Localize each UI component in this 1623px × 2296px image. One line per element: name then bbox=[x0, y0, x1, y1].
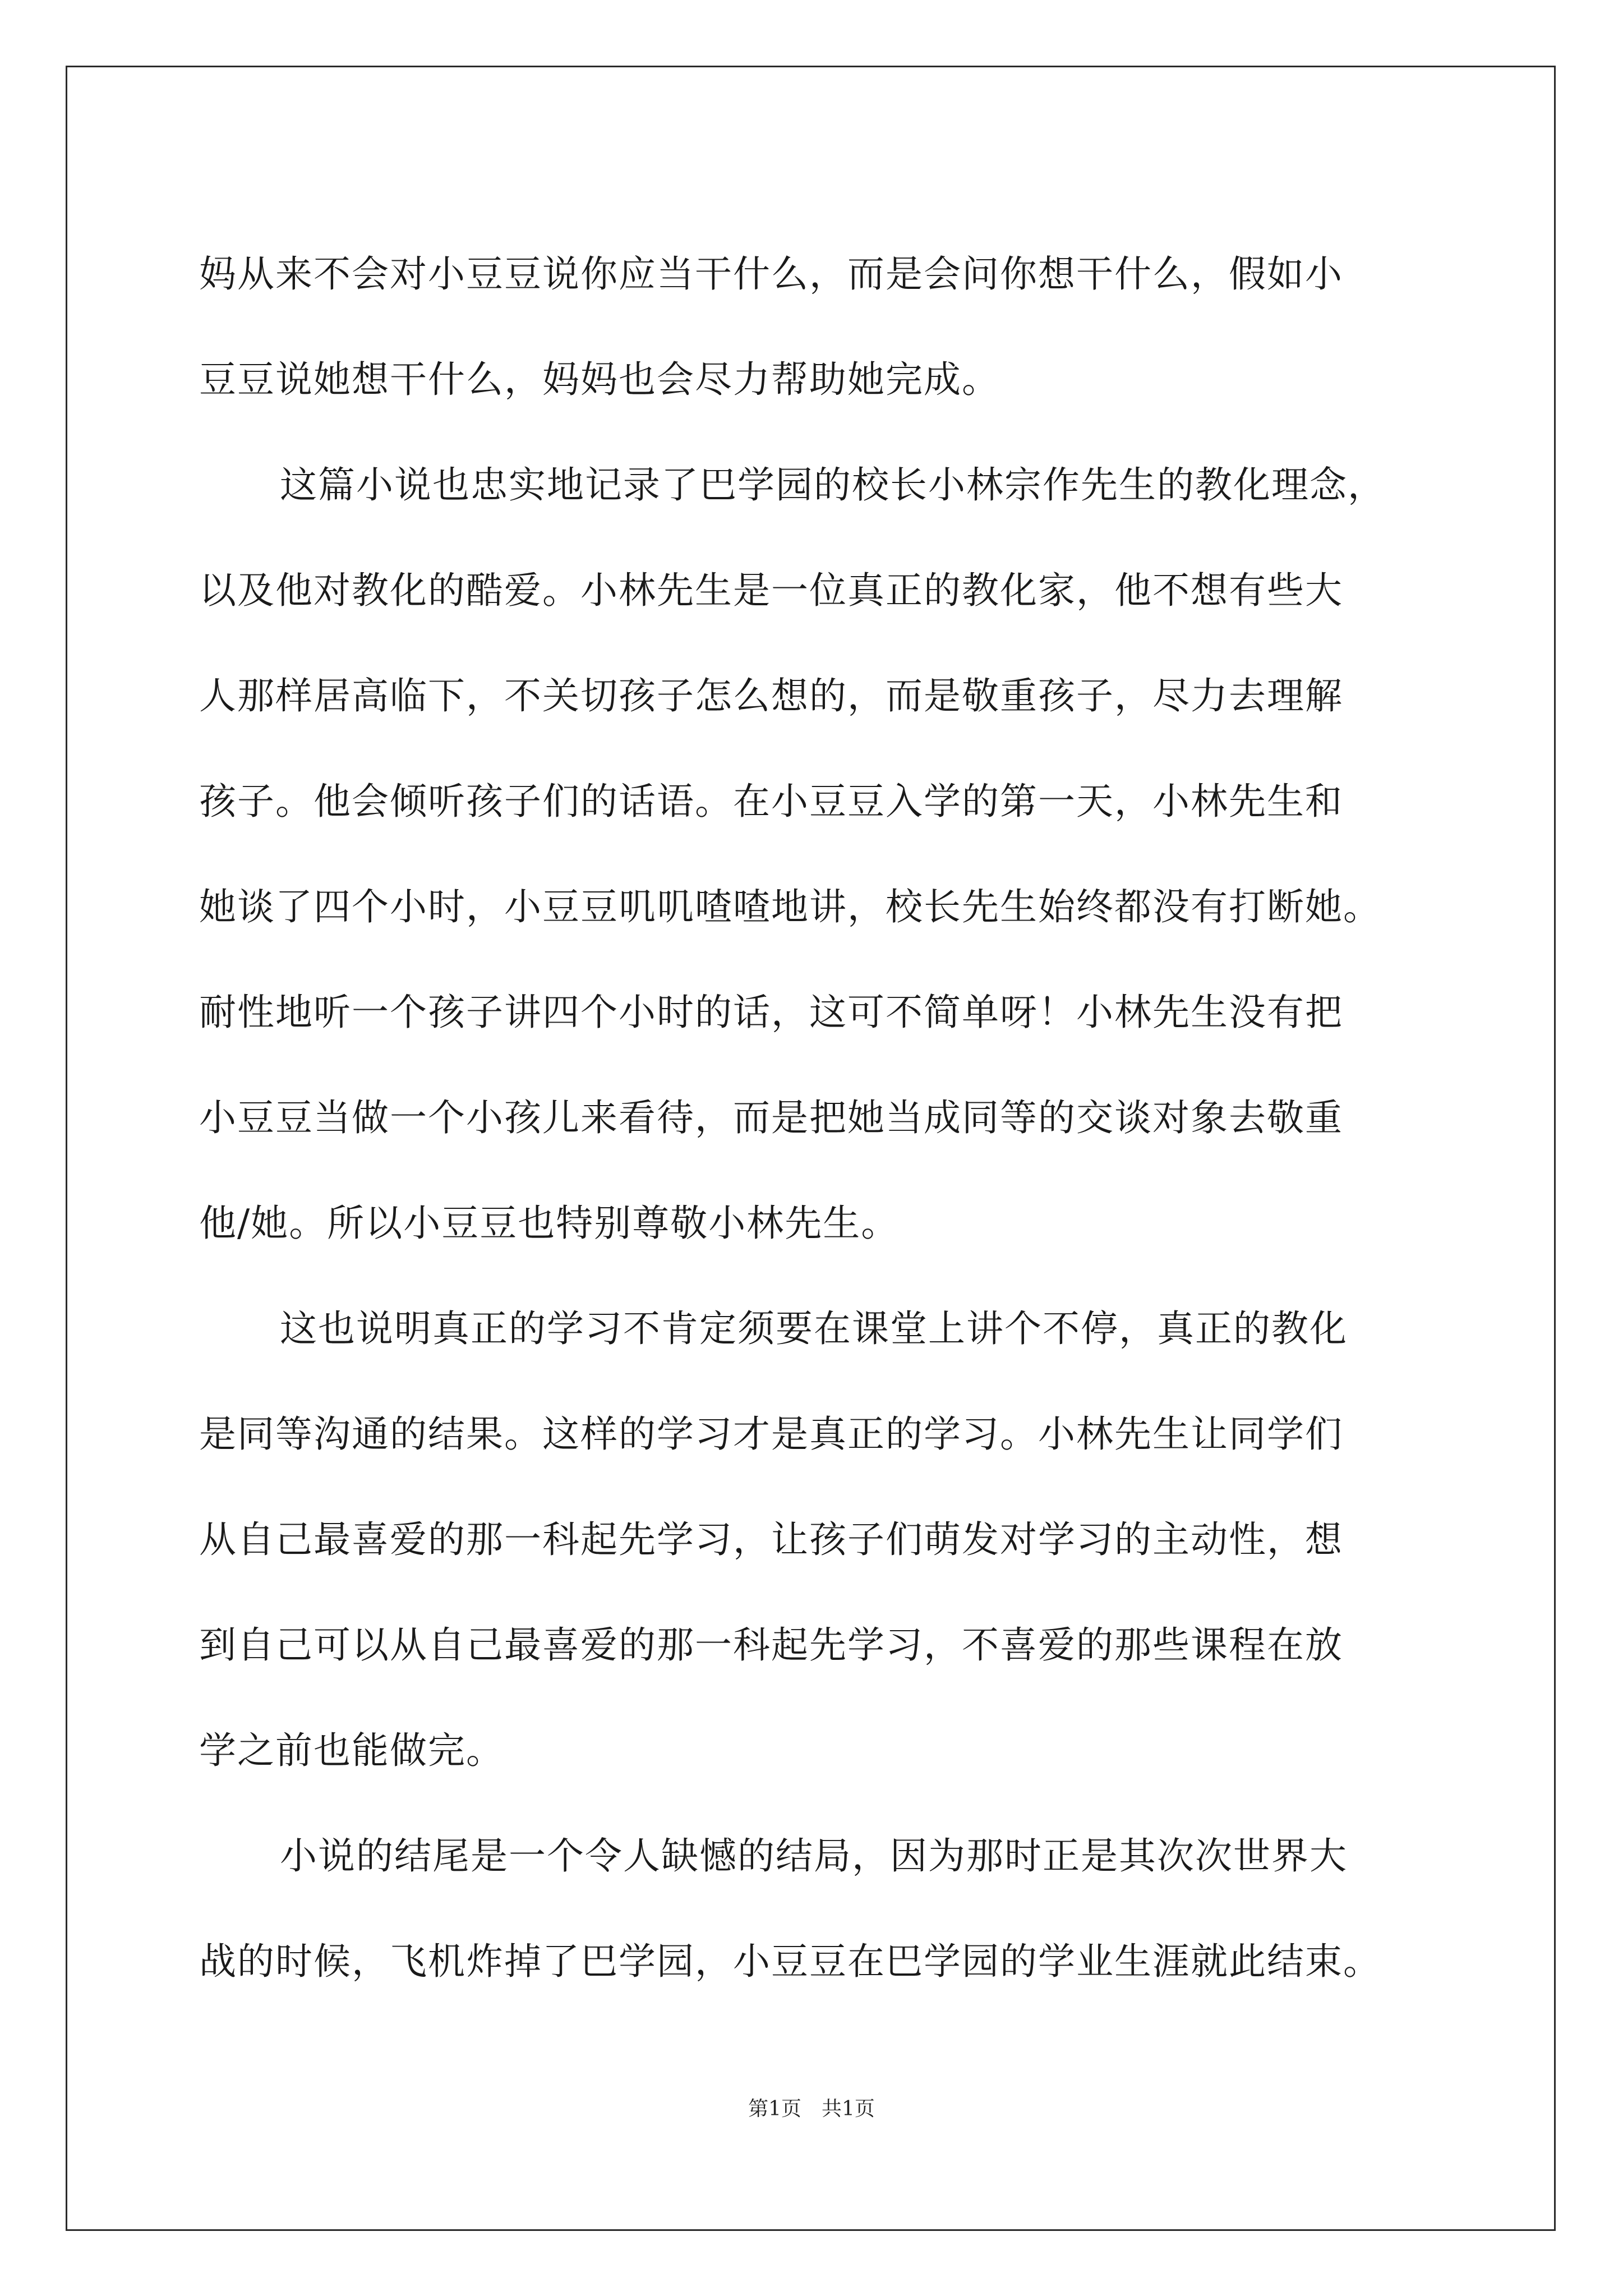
text-line: 他/她。所以小豆豆也特别尊敬小林先生。 bbox=[199, 1202, 900, 1245]
text-line: 妈从来不会对小豆豆说你应当干什么，而是会问你想干什么，假如小 bbox=[199, 252, 1343, 296]
text-line: 耐性地听一个孩子讲四个小时的话，这可不简单呀！小林先生没有把 bbox=[199, 991, 1343, 1034]
text-line: 是同等沟通的结果。这样的学习才是真正的学习。小林先生让同学们 bbox=[199, 1412, 1343, 1456]
text-line: 她谈了四个小时，小豆豆叽叽喳喳地讲，校长先生始终都没有打断她。 bbox=[199, 885, 1381, 928]
text-line: 这篇小说也忠实地记录了巴学园的校长小林宗作先生的教化理念， bbox=[280, 463, 1386, 507]
text-line: 学之前也能做完。 bbox=[199, 1729, 504, 1772]
page-footer: 第1页 共1页 bbox=[748, 2097, 875, 2120]
text-line: 小豆豆当做一个小孩儿来看待，而是把她当成同等的交谈对象去敬重 bbox=[199, 1096, 1343, 1139]
text-line: 以及他对教化的酷爱。小林先生是一位真正的教化家，他不想有些大 bbox=[199, 569, 1343, 612]
document-body bbox=[199, 222, 1433, 2014]
text-line: 豆豆说她想干什么，妈妈也会尽力帮助她完成。 bbox=[199, 358, 1000, 401]
text-line: 到自己可以从自己最喜爱的那一科起先学习，不喜爱的那些课程在放 bbox=[199, 1623, 1343, 1667]
text-line: 这也说明真正的学习不肯定须要在课堂上讲个不停，真正的教化 bbox=[280, 1307, 1348, 1350]
text-line: 战的时候，飞机炸掉了巴学园，小豆豆在巴学园的学业生涯就此结束。 bbox=[199, 1940, 1381, 1983]
text-line: 人那样居高临下，不关切孩子怎么想的，而是敬重孩子，尽力去理解 bbox=[199, 674, 1343, 717]
text-line: 小说的结尾是一个令人缺憾的结局，因为那时正是其次次世界大 bbox=[280, 1834, 1348, 1878]
text-line: 从自己最喜爱的那一科起先学习，让孩子们萌发对学习的主动性，想 bbox=[199, 1518, 1343, 1561]
text-line: 孩子。他会倾听孩子们的话语。在小豆豆入学的第一天，小林先生和 bbox=[199, 780, 1343, 823]
